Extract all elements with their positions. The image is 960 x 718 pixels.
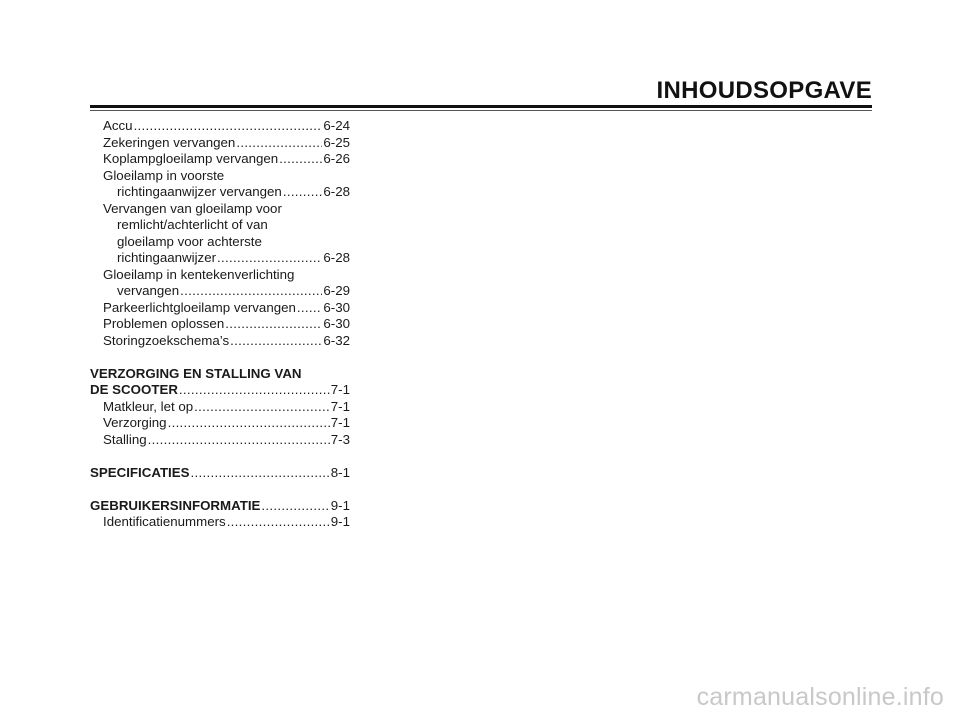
toc-entry-parkeerlicht[interactable]	[90, 300, 350, 317]
toc-entry-verzorging[interactable]	[90, 415, 350, 432]
toc-page-number: 6-29	[323, 283, 350, 298]
toc-chapter-gebruikersinformatie[interactable]	[90, 498, 350, 515]
toc-entry-identificatie[interactable]	[90, 514, 350, 531]
toc-chapter-title: SPECIFICATIES	[90, 464, 190, 480]
dot-leader	[134, 118, 323, 135]
toc-page-number: 6-25	[323, 134, 350, 150]
toc-entry-koplamp[interactable]	[90, 151, 350, 168]
dot-leader	[283, 184, 323, 201]
dot-leader	[217, 250, 322, 267]
toc-entry-matkleur[interactable]	[90, 399, 350, 416]
toc-entry-text: richtingaanwijzer	[117, 250, 217, 265]
toc-page-number: 9-1	[330, 497, 350, 513]
toc-entry-zekeringen[interactable]	[90, 135, 350, 152]
dot-leader	[279, 151, 322, 168]
toc-entry-kenteken[interactable]	[90, 267, 350, 300]
dot-leader	[179, 382, 330, 399]
toc-entry-accu[interactable]	[90, 118, 350, 135]
toc-page-number: 6-32	[323, 332, 350, 348]
toc-entry-voorste[interactable]	[90, 168, 350, 201]
toc-page-number: 7-3	[330, 431, 350, 447]
toc-entry-text: Problemen oplossen	[103, 316, 225, 331]
toc-entry-text: Vervangen van gloeilamp voor	[103, 200, 282, 216]
toc-entry-text: Gloeilamp in kentekenverlichting	[103, 266, 295, 282]
toc-page-number: 7-1	[330, 398, 350, 414]
toc-page-number: 7-1	[330, 415, 350, 430]
dot-leader	[225, 316, 322, 333]
toc-entry-text: Accu	[103, 118, 133, 133]
dot-leader	[227, 514, 330, 531]
spacer	[90, 481, 350, 498]
toc-chapter-title: DE SCOOTER	[90, 382, 178, 397]
toc-entry-stalling[interactable]	[90, 432, 350, 449]
dot-leader	[148, 432, 330, 449]
toc-page-number: 9-1	[330, 514, 350, 529]
toc-entry-text: Koplampgloeilamp vervangen	[103, 151, 279, 166]
watermark: carmanualsonline.info	[696, 683, 944, 711]
toc-entry-text: Zekeringen vervangen	[103, 134, 236, 150]
toc-page-number: 7-1	[330, 382, 350, 397]
toc-page-number: 6-28	[323, 250, 350, 265]
toc-entry-text: Identificatienummers	[103, 514, 226, 529]
toc-entry-storing[interactable]	[90, 333, 350, 350]
toc-entry-text: Parkeerlichtgloeilamp vervangen	[103, 299, 296, 315]
page-title: INHOUDSOPGAVE	[656, 77, 872, 104]
header-rule-thin	[90, 110, 872, 111]
toc-page-number: 8-1	[330, 464, 350, 480]
table-of-contents	[90, 118, 350, 531]
toc-page-number: 6-26	[323, 151, 350, 166]
toc-chapter-title: GEBRUIKERSINFORMATIE	[90, 497, 261, 513]
toc-entry-text: vervangen	[117, 283, 180, 298]
dot-leader	[180, 283, 322, 300]
spacer	[90, 349, 350, 366]
toc-entry-text: Storingzoekschema’s	[103, 332, 230, 348]
toc-entry-text: gloeilamp voor achterste	[117, 233, 262, 249]
toc-entry-text: Gloeilamp in voorste	[103, 167, 225, 183]
toc-entry-problemen[interactable]	[90, 316, 350, 333]
toc-page-number: 6-30	[323, 299, 350, 315]
dot-leader	[230, 333, 322, 350]
toc-entry-text: Matkleur, let op	[103, 398, 194, 414]
toc-entry-text: richtingaanwijzer vervangen	[117, 184, 282, 199]
spacer	[90, 448, 350, 465]
toc-entry-text: Verzorging	[103, 415, 167, 430]
header-rule-thick	[90, 105, 872, 108]
toc-page-number: 6-28	[323, 184, 350, 199]
toc-page-number: 6-30	[323, 316, 350, 331]
page-header	[90, 78, 872, 112]
dot-leader	[236, 135, 322, 152]
dot-leader	[297, 300, 322, 317]
dot-leader	[168, 415, 330, 432]
toc-chapter-specificaties[interactable]	[90, 465, 350, 482]
toc-chapter-verzorging[interactable]	[90, 366, 350, 399]
toc-page-number: 6-24	[323, 118, 350, 133]
toc-entry-remlicht[interactable]	[90, 201, 350, 267]
dot-leader	[261, 498, 329, 515]
toc-entry-text: Stalling	[103, 431, 147, 447]
toc-entry-text: remlicht/achterlicht of van	[117, 217, 268, 232]
dot-leader	[194, 399, 330, 416]
dot-leader	[191, 465, 330, 482]
toc-chapter-title: VERZORGING EN STALLING VAN	[90, 365, 302, 381]
